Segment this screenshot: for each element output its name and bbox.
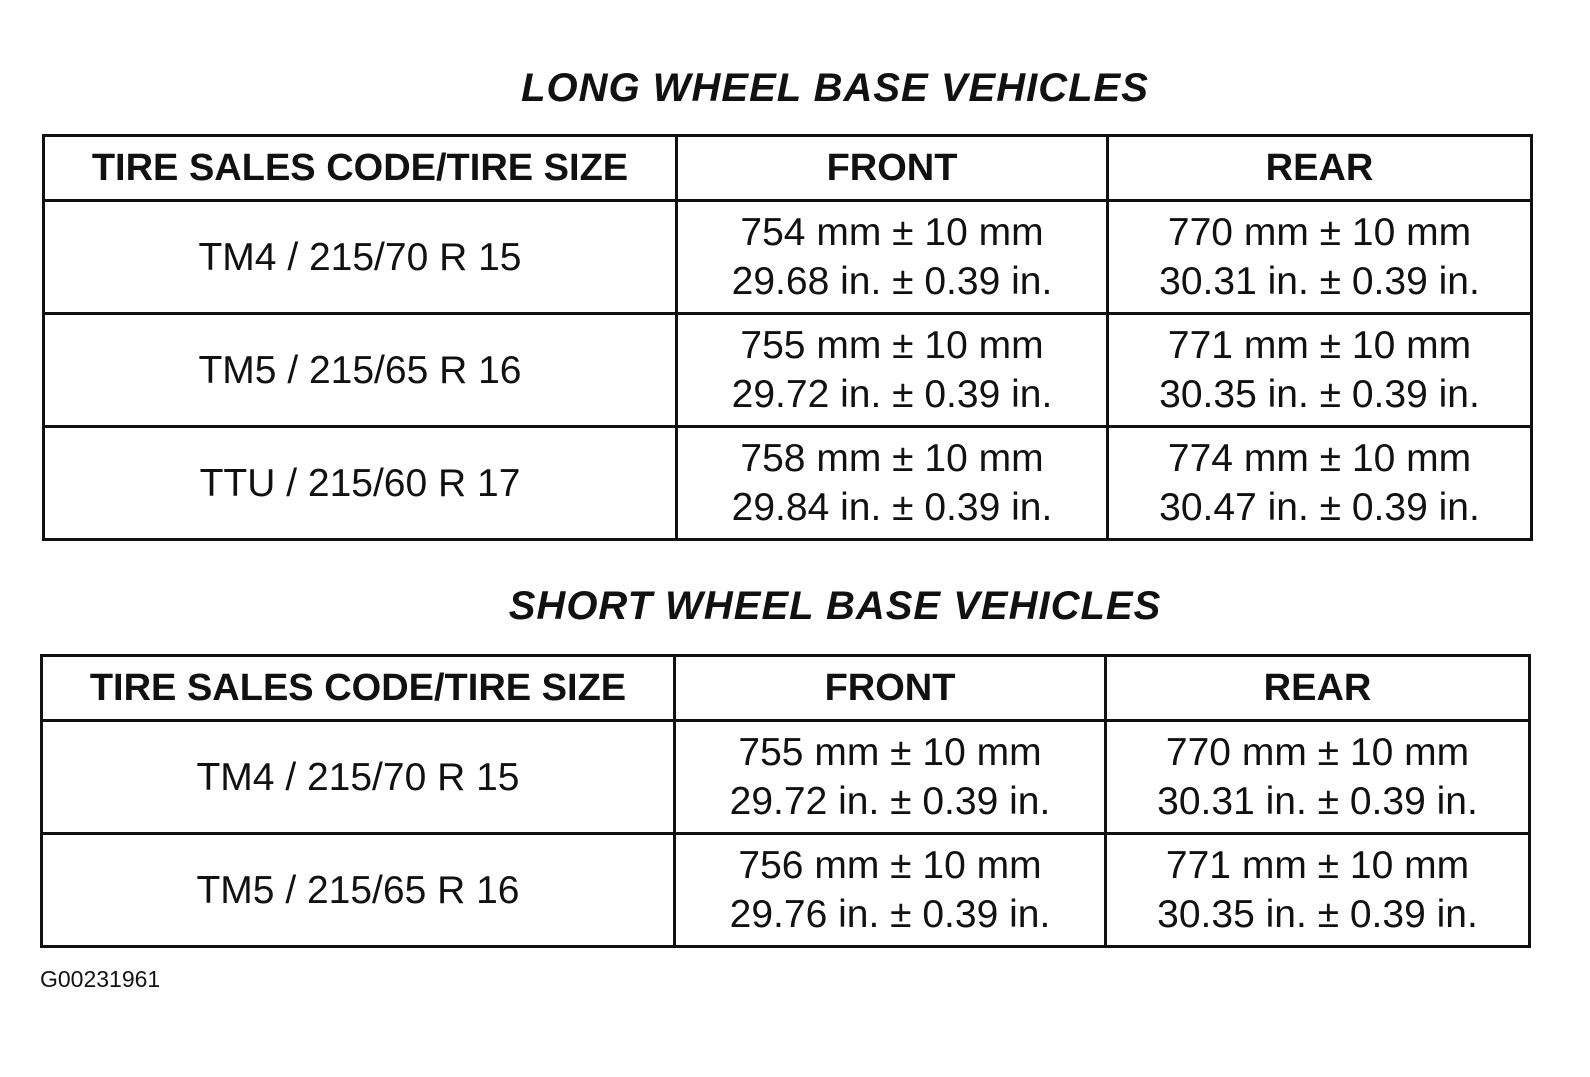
table-row: [44, 314, 1532, 427]
front-mm: 756 mm ± 10 mm: [738, 844, 1042, 887]
front-in: 29.68 in. ± 0.39 in.: [731, 260, 1053, 303]
front-in: 29.76 in. ± 0.39 in.: [729, 893, 1051, 936]
front-value-cell: [677, 314, 1108, 427]
front-in: 29.72 in. ± 0.39 in.: [731, 373, 1053, 416]
front-value-cell: [677, 201, 1108, 314]
rear-in: 30.47 in. ± 0.39 in.: [1159, 486, 1480, 529]
rear-mm: 771 mm ± 10 mm: [1165, 844, 1470, 887]
table-header-row: [44, 136, 1532, 201]
front-value-cell: [677, 427, 1108, 540]
front-mm: 755 mm ± 10 mm: [740, 324, 1044, 367]
tire-code-cell: TM4 / 215/70 R 15: [42, 721, 675, 834]
header-tire-size: TIRE SALES CODE/TIRE SIZE: [42, 656, 675, 721]
tire-code-cell: TM4 / 215/70 R 15: [44, 201, 677, 314]
rear-value-cell: [1106, 834, 1530, 947]
figure-id: G00231961: [40, 966, 161, 992]
front-value-cell: [675, 834, 1106, 947]
table-row: [42, 834, 1530, 947]
rear-in: 30.35 in. ± 0.39 in.: [1157, 893, 1478, 936]
table-row: [42, 721, 1530, 834]
header-front: FRONT: [675, 656, 1106, 721]
rear-value-cell: [1106, 721, 1530, 834]
long-wheel-base-table: [42, 134, 1533, 541]
rear-mm: 770 mm ± 10 mm: [1165, 731, 1470, 774]
rear-in: 30.35 in. ± 0.39 in.: [1159, 373, 1480, 416]
rear-in: 30.31 in. ± 0.39 in.: [1159, 260, 1480, 303]
table-row: [44, 201, 1532, 314]
header-tire-size: TIRE SALES CODE/TIRE SIZE: [44, 136, 677, 201]
tire-code-cell: TM5 / 215/65 R 16: [42, 834, 675, 947]
tire-code-cell: TM5 / 215/65 R 16: [44, 314, 677, 427]
rear-in: 30.31 in. ± 0.39 in.: [1157, 780, 1478, 823]
front-in: 29.72 in. ± 0.39 in.: [729, 780, 1051, 823]
short-wheel-base-table: [40, 654, 1531, 948]
rear-mm: 771 mm ± 10 mm: [1167, 324, 1472, 367]
front-mm: 758 mm ± 10 mm: [740, 437, 1044, 480]
long-wheel-base-title: LONG WHEEL BASE VEHICLES: [521, 66, 1149, 110]
front-mm: 754 mm ± 10 mm: [740, 211, 1044, 254]
tire-code-cell: TTU / 215/60 R 17: [44, 427, 677, 540]
table-header-row: [42, 656, 1530, 721]
front-mm: 755 mm ± 10 mm: [738, 731, 1042, 774]
rear-mm: 770 mm ± 10 mm: [1167, 211, 1472, 254]
rear-value-cell: [1108, 314, 1532, 427]
header-front: FRONT: [677, 136, 1108, 201]
short-wheel-base-title: SHORT WHEEL BASE VEHICLES: [508, 584, 1162, 628]
rear-mm: 774 mm ± 10 mm: [1167, 437, 1472, 480]
table-row: [44, 427, 1532, 540]
front-value-cell: [675, 721, 1106, 834]
front-in: 29.84 in. ± 0.39 in.: [731, 486, 1053, 529]
header-rear: REAR: [1106, 656, 1530, 721]
header-rear: REAR: [1108, 136, 1532, 201]
rear-value-cell: [1108, 201, 1532, 314]
rear-value-cell: [1108, 427, 1532, 540]
